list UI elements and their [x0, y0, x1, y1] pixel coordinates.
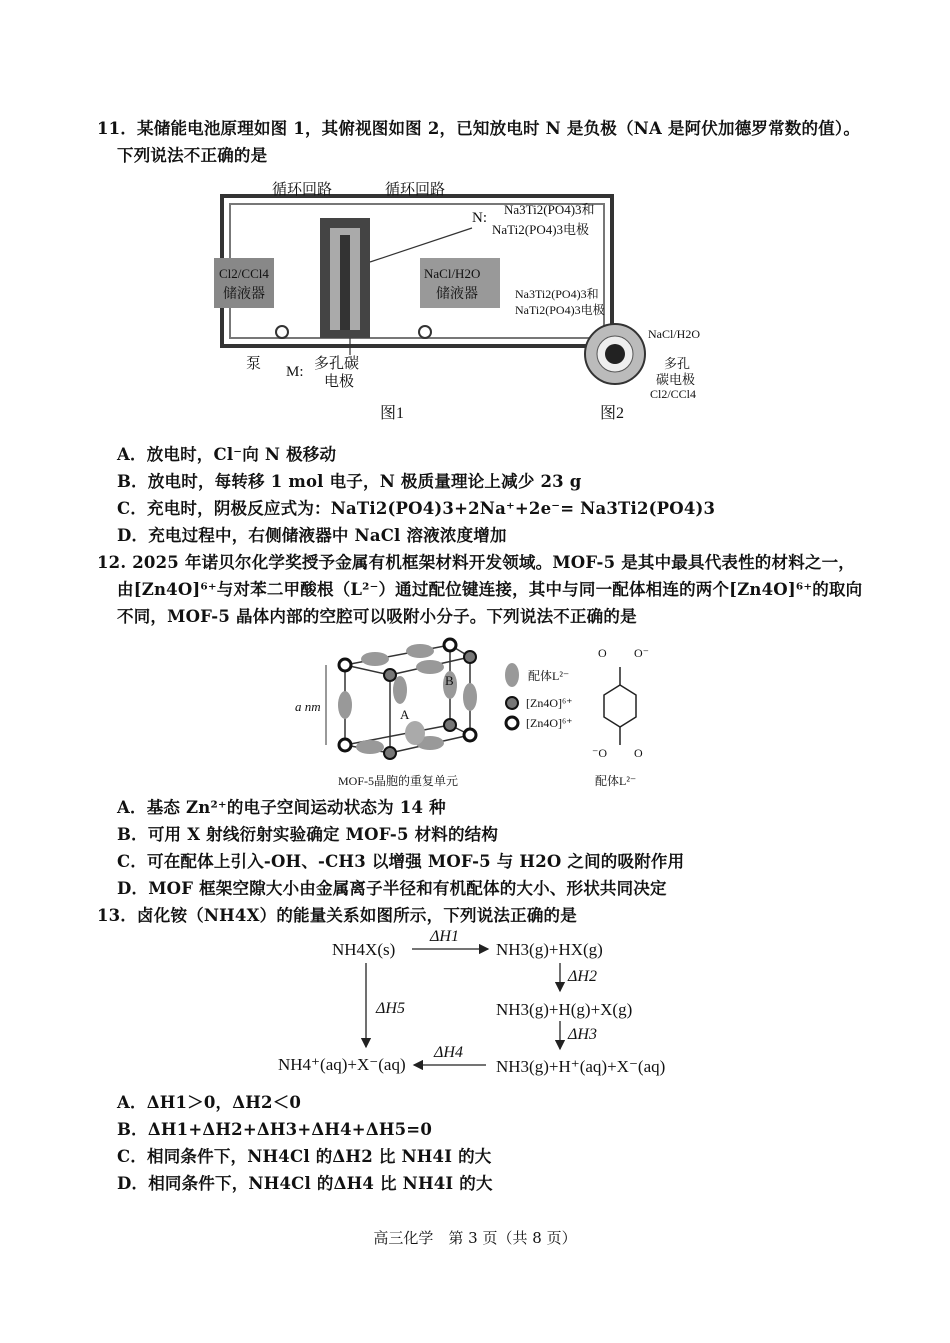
q12-stem-line3: 不同，MOF-5 晶体内部的空腔可以吸附小分子。下列说法不正确的是 [117, 607, 637, 626]
dh2-label: ΔH2 [568, 968, 597, 985]
n-label: N: [472, 210, 487, 226]
o-bottom-left: ⁻O [592, 746, 607, 760]
q12-figure [290, 635, 690, 795]
m-electrode-line1: 多孔碳 [314, 356, 360, 372]
right-tank-label2: 储液器 [436, 287, 478, 302]
fig1-caption: 图1 [380, 405, 405, 422]
nh4x-solid: NH4X(s) [332, 940, 396, 959]
nh4-aq-x-aq: NH4⁺(aq)+X⁻(aq) [278, 1055, 406, 1074]
left-tank-label2: 储液器 [223, 287, 265, 302]
q11-stem-line2: 下列说法不正确的是 [117, 146, 268, 165]
q12-stem-line2: 由[Zn4O]⁶⁺与对苯二甲酸根（L²⁻）通过配位键连接，其中与同一配体相连的两个[Zn4O]⁶⁺的取向 [117, 580, 863, 599]
dh5-label: ΔH5 [376, 1000, 405, 1017]
q13-option-b: B．ΔH1+ΔH2+ΔH3+ΔH4+ΔH5=0 [117, 1120, 433, 1139]
legend-zn2: [Zn4O]⁶⁺ [526, 716, 573, 730]
pump-right-icon [419, 326, 431, 338]
pump-left-icon [276, 326, 288, 338]
pump-label: 泵 [246, 356, 262, 372]
fig2-caption: 图2 [600, 405, 625, 422]
legend-zn1: [Zn4O]⁶⁺ [526, 696, 573, 710]
q12-option-b: B．可用 X 射线衍射实验确定 MOF-5 材料的结构 [117, 825, 499, 844]
q11-option-d: D．充电过程中，右侧储液器中 NaCl 溶液浓度增加 [117, 526, 507, 545]
o-bottom-right: O [634, 746, 643, 760]
q13-option-d: D．相同条件下，NH4Cl 的ΔH4 比 NH4I 的大 [117, 1174, 493, 1193]
a-nm-label: a nm [295, 699, 321, 714]
right-tank-label1: NaCl/H2O [424, 266, 481, 281]
dh1-label: ΔH1 [430, 928, 459, 945]
q12-option-a: A．基态 Zn²⁺的电子空间运动状态为 14 种 [117, 798, 446, 817]
loop-outer [222, 196, 612, 346]
loop-left-label: 循环回路 [272, 182, 333, 198]
page-footer: 高三化学 第 3 页（共 8 页） [373, 1229, 577, 1247]
dh4-label: ΔH4 [434, 1044, 463, 1061]
fig2-cl2-label: Cl2/CCl4 [650, 387, 697, 401]
q11-stem-line1: 11．某储能电池原理如图 1，其俯视图如图 2，已知放电时 N 是负极（NA 是阿伏加德罗常数的值）。 [97, 119, 861, 138]
legend-ligand-icon [505, 663, 519, 687]
nh3-hx-gas: NH3(g)+HX(g) [496, 940, 603, 959]
fig2-electrode-line1: Na3Ti2(PO4)3和 [515, 287, 599, 301]
mof-caption-right: 配体L²⁻ [595, 774, 637, 788]
mof-caption-left: MOF-5晶胞的重复单元 [338, 774, 459, 788]
q13-stem: 13．卤化铵（NH4X）的能量关系如图所示，下列说法正确的是 [97, 906, 577, 925]
q13-option-c: C．相同条件下，NH4Cl 的ΔH2 比 NH4I 的大 [117, 1147, 492, 1166]
m-label: M: [286, 364, 304, 380]
fig2-porous-line2: 碳电极 [656, 372, 696, 387]
q13-option-a: A．ΔH1＞0，ΔH2＜0 [117, 1093, 302, 1112]
dh3-label: ΔH3 [568, 1026, 597, 1043]
n-electrode-line2: NaTi2(PO4)3电极 [492, 222, 590, 237]
fig2-nacl-label: NaCl/H2O [648, 327, 700, 341]
nh3-h-x-gas: NH3(g)+H(g)+X(g) [496, 1000, 633, 1019]
legend-zn2-icon [506, 717, 518, 729]
q11-option-b: B．放电时，每转移 1 mol 电子，N 极质量理论上减少 23 g [117, 472, 582, 491]
o-top-left: O [598, 646, 607, 660]
loop-right-label: 循环回路 [385, 182, 446, 198]
legend-zn1-icon [506, 697, 518, 709]
q11-option-c: C．充电时，阴极反应式为：NaTi2(PO4)3+2Na⁺+2e⁻= Na3Ti2(PO4)3 [117, 499, 716, 518]
nh3-hion-xion: NH3(g)+H⁺(aq)+X⁻(aq) [496, 1057, 666, 1076]
q12-option-d: D．MOF 框架空隙大小由金属离子半径和有机配体的大小、形状共同决定 [117, 879, 667, 898]
q11-figure [210, 180, 730, 430]
m-electrode-line2: 电极 [324, 374, 355, 390]
q13-energy-cycle [270, 925, 690, 1085]
fig2-core [605, 344, 625, 364]
point-a-label: A [400, 707, 410, 722]
cell-core [340, 235, 350, 330]
point-b-label: B [445, 673, 454, 688]
q12-stem-line1: 12. 2025 年诺贝尔化学奖授予金属有机框架材料开发领域。MOF-5 是其中最具代表性的材料之一， [97, 553, 856, 572]
q11-option-a: A．放电时，Cl⁻向 N 极移动 [117, 445, 337, 464]
fig2-electrode-line2: NaTi2(PO4)3电极 [515, 303, 605, 317]
q12-option-c: C．可在配体上引入-OH、-CH3 以增强 MOF-5 与 H2O 之间的吸附作用 [117, 852, 685, 871]
n-electrode-line1: Na3Ti2(PO4)3和 [504, 202, 595, 217]
left-tank-label1: Cl2/CCl4 [219, 266, 269, 281]
n-pointer [370, 228, 472, 262]
benzene-ring [604, 685, 636, 727]
fig2-porous-line1: 多孔 [664, 356, 691, 371]
legend-ligand: 配体L²⁻ [528, 669, 570, 683]
o-top-right: O⁻ [634, 646, 649, 660]
